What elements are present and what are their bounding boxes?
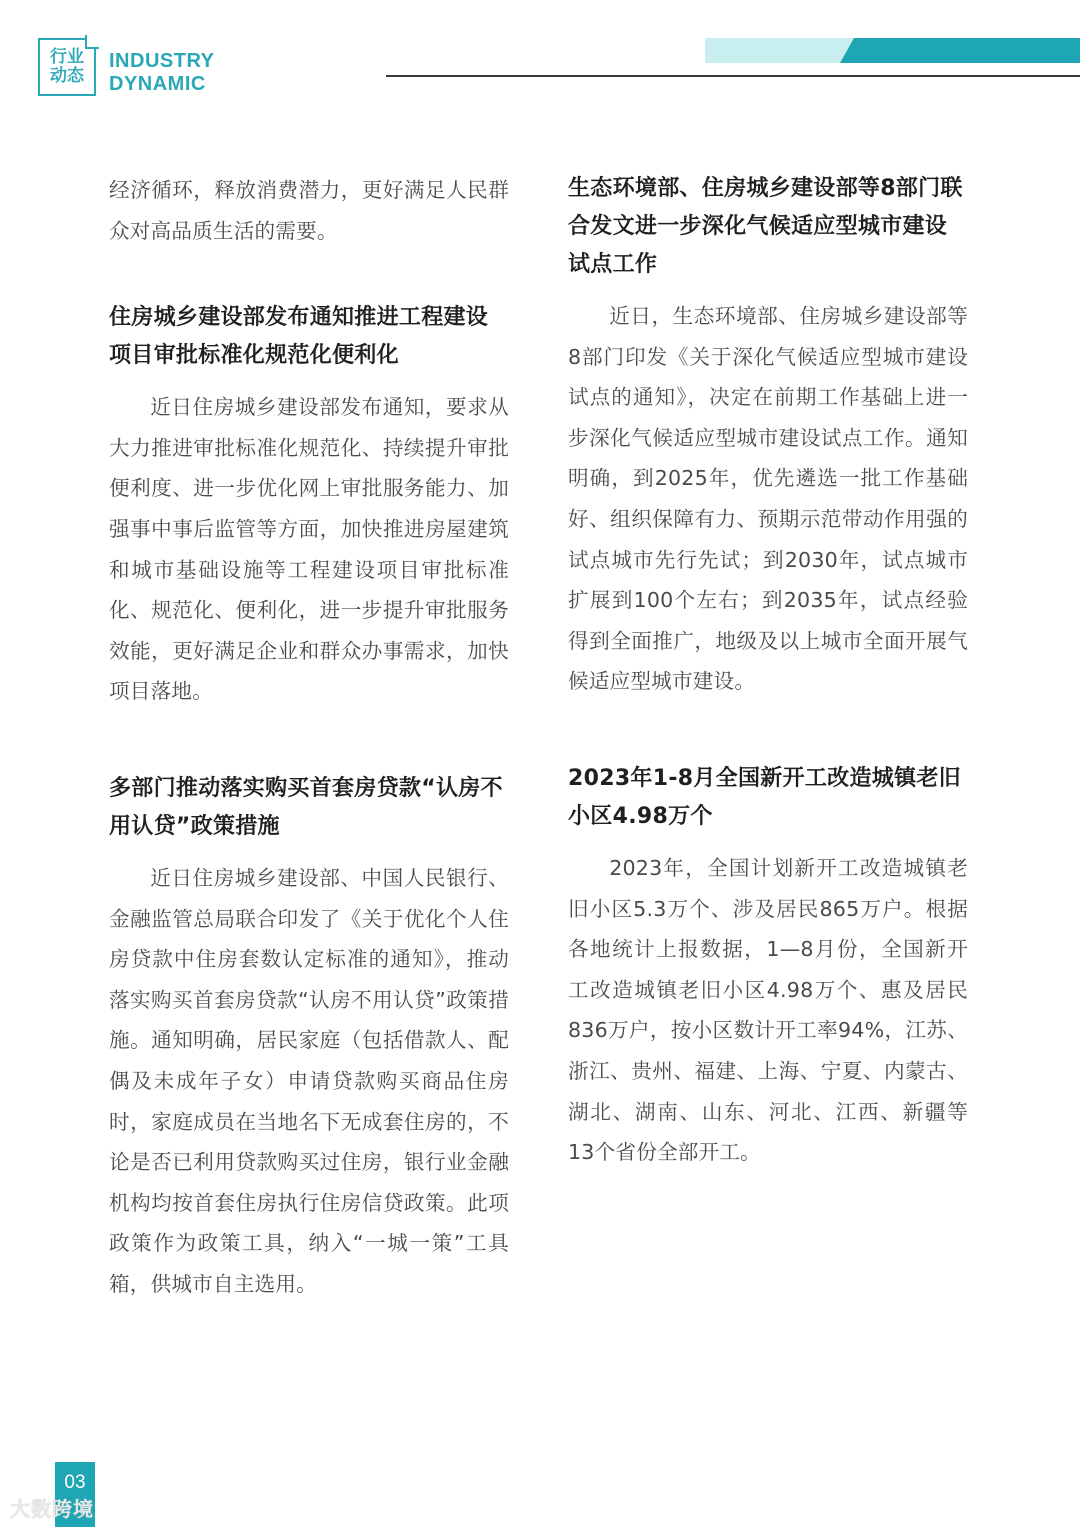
logo-cn-line1: 行业 (50, 47, 84, 67)
logo-en-line1: INDUSTRY (109, 50, 215, 72)
logo-en-line2: DYNAMIC (109, 73, 206, 95)
article2-body: 近日住房城乡建设部、中国人民银行、金融监管总局联合印发了《关于优化个人住房贷款中住房套数认定标准的通知》，推动落实购买首套房贷款“认房不用认贷”政策措施。通知明确，居民家庭（包括借款人、配偶及未成年子女）申请贷款购买商品住房时，家庭成员在当地名下无成套住房的，不论是否已利用贷款购买过住房，银行业金融机构均按首套住房执行住房信贷政策。此项政策作为政策工具，纳入“一城一策”工具箱，供城市自主选用。 (109, 865, 509, 1296)
intro-text: 经济循环，释放消费潜力，更好满足人民群众对高品质生活的需要。 (109, 178, 509, 243)
header-accent-dark (840, 38, 1080, 63)
article1-body: 近日住房城乡建设部发布通知，要求从大力推进审批标准化规范化、持续提升审批便利度、进一步优化网上审批服务能力、加强事中事后监管等方面，加快推进房屋建筑和城市基础设施等工程建设项目审批标准化、规范化、便利化，进一步提升审批服务效能，更好满足企业和群众办事需求，加快项目落地。 (109, 395, 509, 704)
logo-cn-line2: 动态 (50, 66, 84, 86)
logo-english (109, 50, 214, 96)
header-divider (386, 75, 1080, 77)
article2-title: 多部门推动落实购买首套房贷款“认房不用认贷”政策措施 (109, 775, 503, 839)
article4-body: 2023年，全国计划新开工改造城镇老旧小区5.3万个、涉及居民865万户。根据各地统计上报数据，1—8月份，全国新开工改造城镇老旧小区4.98万个、惠及居民836万户，按小区数计开工率94%，江苏、浙江、贵州、福建、上海、宁夏、内蒙古、湖北、湖南、山东、河北、江西、新疆等13个省份全部开工。 (568, 855, 968, 1165)
article1-title: 住房城乡建设部发布通知推进工程建设项目审批标准化规范化便利化 (109, 305, 489, 369)
watermark-text: 大数跨境 (10, 1497, 94, 1521)
logo-notch (85, 35, 99, 49)
article3-title: 生态环境部、住房城乡建设部等8部门联合发文进一步深化气候适应型城市建设试点工作 (568, 176, 963, 277)
article3-body: 近日，生态环境部、住房城乡建设部等8部门印发《关于深化气候适应型城市建设试点的通知》，决定在前期工作基础上进一步深化气候适应型城市建设试点工作。通知明确，到2025年，优先遴选一批工作基础好、组织保障有力、预期示范带动作用强的试点城市先行先试；到2030年，试点城市扩展到100个左右；到2035年，试点经验得到全面推广，地级及以上城市全面开展气候适应型城市建设。 (568, 304, 968, 694)
article4-title: 2023年1-8月全国新开工改造城镇老旧小区4.98万个 (568, 765, 961, 829)
page-number: 03 (55, 1462, 95, 1527)
logo-badge (38, 38, 96, 96)
right-column (568, 170, 968, 1173)
left-column (109, 170, 509, 1304)
